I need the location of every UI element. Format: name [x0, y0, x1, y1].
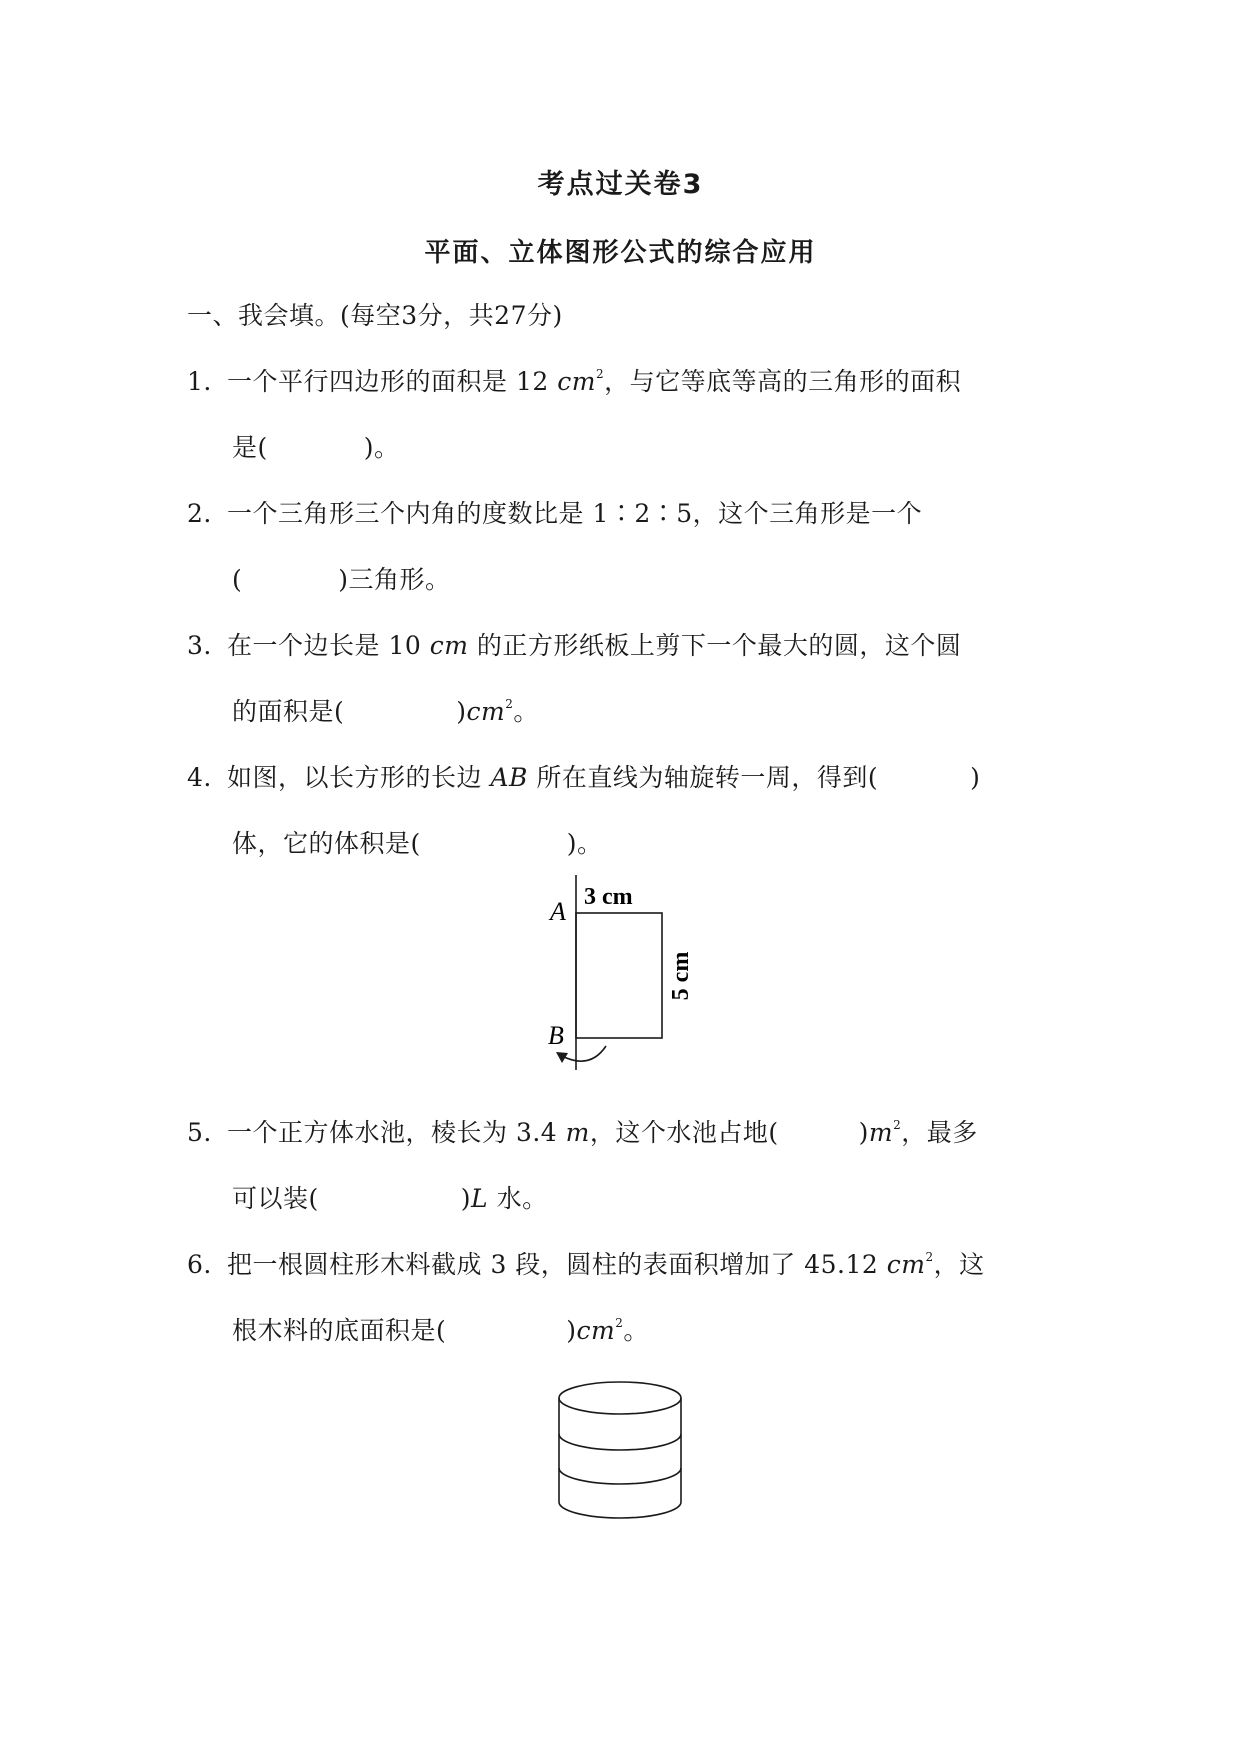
question-number: 3.	[187, 631, 212, 660]
page-title: 考点过关卷3	[537, 169, 704, 200]
cylinder-bottom	[559, 1502, 681, 1518]
unit: $m^2$	[868, 1118, 902, 1147]
label-a: A	[550, 897, 566, 926]
height-label: 5 cm	[668, 951, 694, 1001]
question-6-line-1: 6. 把一根圆柱形木料截成 3 段，圆柱的表面积增加了 45.12 $cm^2$，这	[187, 1250, 985, 1279]
question-5-line-1: 5. 一个正方体水池，棱长为 3.4 m，这个水池占地( )$m^2$，最多	[187, 1118, 978, 1147]
segment-label: AB	[490, 763, 528, 792]
question-number: 4.	[187, 763, 212, 792]
rectangle	[576, 913, 662, 1038]
section-heading: 一、我会填。(每空3分，共27分)	[187, 301, 563, 330]
question-number: 1.	[187, 367, 212, 396]
width-label: 3 cm	[584, 884, 633, 910]
unit: $cm^2$	[576, 1316, 624, 1345]
question-number: 2.	[187, 499, 212, 528]
question-number: 6.	[187, 1250, 212, 1279]
cut-line-2	[559, 1468, 681, 1484]
cut-line-1	[559, 1434, 681, 1450]
page-subtitle: 平面、立体图形公式的综合应用	[424, 238, 817, 268]
rectangle-rotation-figure	[540, 870, 710, 1075]
question-number: 5.	[187, 1118, 212, 1147]
label-b: B	[548, 1021, 564, 1050]
unit: $cm^2$	[886, 1250, 934, 1279]
cylinder-top	[559, 1382, 681, 1414]
unit: m	[565, 1118, 590, 1147]
unit: L	[471, 1184, 489, 1213]
question-1-line-1: 1. 一个平行四边形的面积是 12 $cm^2$，与它等底等高的三角形的面积	[187, 367, 962, 396]
unit: $cm^2$	[466, 697, 514, 726]
question-2-line-1: 2. 一个三角形三个内角的度数比是 1∶2∶5，这个三角形是一个	[187, 499, 923, 528]
question-4-line-1: 4. 如图，以长方形的长边 AB 所在直线为轴旋转一周，得到( )	[187, 763, 981, 792]
rotation-arrow	[562, 1046, 606, 1061]
question-3-line-2: 的面积是( )$cm^2$。	[232, 697, 539, 726]
question-6-line-2: 根木料的底面积是( )$cm^2$。	[232, 1316, 649, 1345]
unit: $cm^2$	[557, 367, 605, 396]
cylinder-figure	[555, 1378, 685, 1523]
question-2-line-2: ( )三角形。	[232, 565, 451, 594]
question-1-line-2: 是( )。	[232, 433, 400, 462]
unit: cm	[429, 631, 469, 660]
question-4-line-2: 体，它的体积是( )。	[232, 829, 603, 858]
question-5-line-2: 可以装( )L 水。	[232, 1184, 548, 1213]
question-3-line-1: 3. 在一个边长是 10 cm 的正方形纸板上剪下一个最大的圆，这个圆	[187, 631, 962, 660]
